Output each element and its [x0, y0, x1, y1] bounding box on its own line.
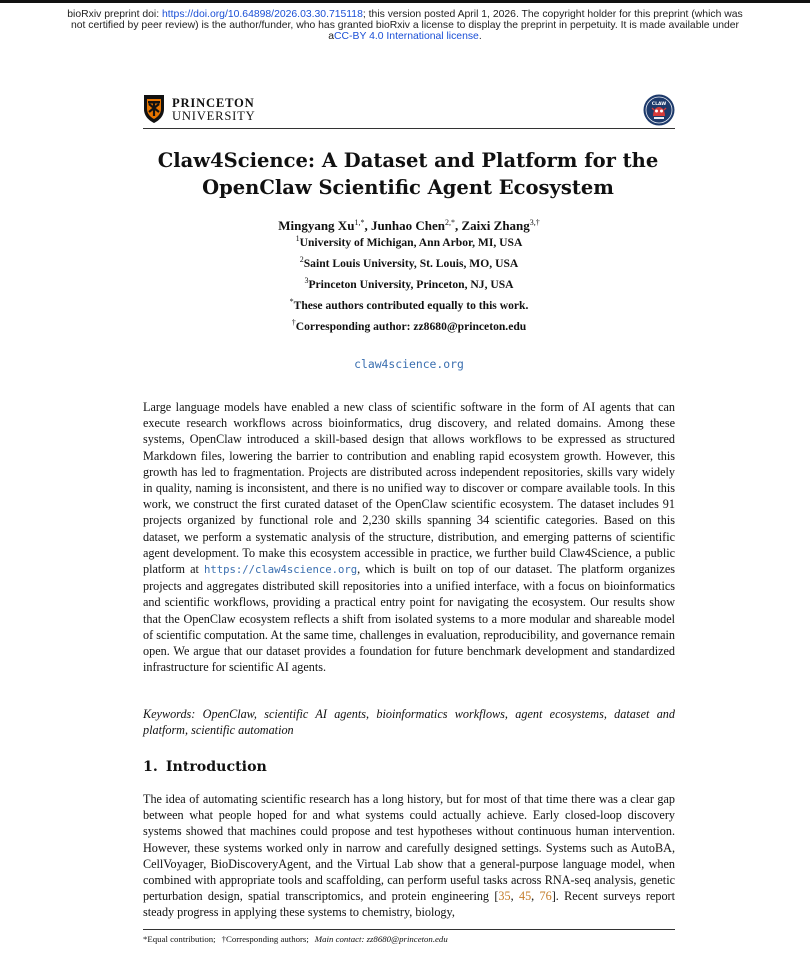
author-name: Junhao Chen [370, 218, 445, 233]
paper-header [143, 93, 675, 129]
footnote [143, 934, 675, 944]
top-border [0, 0, 810, 3]
cite-separator: , [531, 889, 540, 904]
university-wordmark [172, 97, 256, 122]
doi-link[interactable]: https://doi.org/10.64898/2026.03.30.715118 [162, 9, 363, 20]
affiliation-sup: * [289, 297, 294, 306]
university-name-line2: UNIVERSITY [172, 108, 256, 123]
footnote-divider [143, 929, 675, 930]
princeton-shield-icon [143, 94, 165, 124]
equal-contribution-note [143, 299, 675, 312]
footnote-contact: Main contact: zz8680@princeton.edu [314, 934, 448, 944]
paper-title [120, 147, 696, 201]
affiliation-sup: 2 [299, 255, 304, 264]
cite-bracket: ] [551, 889, 556, 904]
author-sup: 3,† [529, 218, 540, 227]
cite-bracket: [ [494, 889, 499, 904]
section-heading [143, 759, 267, 775]
affiliation-sup: † [291, 318, 296, 327]
citation-link[interactable]: 76 [539, 889, 552, 904]
section-number: 1. [143, 759, 158, 775]
banner-middle: ; this version posted April 1, 2026. The copyright holder for this preprint (which was not certified by peer review) is the author/funder, who has granted bioRxiv a license to display the preprint in perpetuity. It is made available under a [70, 9, 743, 43]
seal-text: CLAW [651, 102, 667, 107]
cite-separator: , [510, 889, 519, 904]
university-name-line1: PRINCETON [172, 96, 255, 110]
banner-prefix: bioRxiv preprint doi: [67, 9, 162, 20]
keywords: Keywords: OpenClaw, scientific AI agents, bioinformatics workflows, agent ecosystems, dataset and platform, scientific automation [143, 707, 675, 737]
affiliation [143, 257, 675, 270]
abstract [143, 399, 675, 675]
author-name: Mingyang Xu [278, 218, 355, 233]
affiliation-text: These authors contributed equally to this work. [293, 299, 529, 312]
affiliation-sup: 1 [295, 234, 300, 243]
author-sup: 1,* [354, 218, 365, 227]
title-line1: Claw4Science: A Dataset and Platform for the [157, 149, 659, 172]
affiliation-text: Corresponding author: zz8680@princeton.edu [295, 320, 527, 333]
citation-link[interactable]: 35 [498, 889, 511, 904]
author-separator: , [455, 218, 462, 233]
author-list [143, 218, 675, 234]
affiliation-text: Princeton University, Princeton, NJ, USA [308, 278, 514, 291]
intro-text-after: . Recent surveys report steady progress in applying these systems to chemistry, biology, [143, 889, 675, 920]
affiliation [143, 236, 675, 249]
preprint-banner [60, 9, 750, 43]
intro-text: The idea of automating scientific research has a long history, but for most of that time there was a clear gap between what people hoped for and what systems could actually achieve. Early closed-loop discovery systems showed that machines could propose and test hypotheses without continuous human intervention. However, these systems worked only in narrow and carefully designed settings. Systems such as AutoBA, CellVoyager, BioDiscoveryAgent, and the Virtual Lab show that a general-purpose language model, when combined with appropriate tools and scaffolding, can perform useful tasks across RNA-seq analysis, genetic perturbation design, spatial transcriptomics, and protein engineering [143, 792, 675, 904]
license-link[interactable]: CC-BY 4.0 International license [334, 31, 479, 43]
banner-suffix: . [478, 31, 482, 43]
author-name: Zaixi Zhang [461, 218, 530, 233]
website-link[interactable]: claw4science.org [354, 357, 464, 371]
affiliation [143, 278, 675, 291]
author-sup: 2,* [445, 218, 455, 227]
abstract-url-link[interactable]: https://claw4science.org [204, 564, 358, 577]
header-divider [143, 128, 675, 129]
affiliation-sup: 3 [304, 276, 309, 285]
affiliation-text: University of Michigan, Ann Arbor, MI, USA [299, 236, 523, 249]
claw-seal-icon [643, 94, 675, 126]
footnote-corresponding: †Corresponding authors; [221, 934, 309, 944]
introduction-paragraph [143, 791, 675, 921]
affiliation-text: Saint Louis University, St. Louis, MO, USA [303, 257, 519, 270]
author-separator: , [364, 218, 371, 233]
footnote-equal: *Equal contribution; [143, 934, 216, 944]
section-title: Introduction [165, 759, 267, 775]
corresponding-author-note [143, 320, 675, 333]
abstract-text-part2: , which is built on top of our dataset. The platform organizes projects and aggregates distributed skill repositories into a unified interface, with a focus on bioinformatics and scientific workflows, providing a practical entry point for navigating the ecosystem. Our results show that the OpenClaw ecosystem reflects a shift from isolated systems to a more modular and shareable model of scientific computation. At the same time, challenges in evaluation, reproducibility, and governance remain open. We argue that our dataset provides a foundation for future benchmark development and standardized infrastructure for scientific AI agents. [143, 562, 675, 675]
citation-link[interactable]: 45 [518, 889, 532, 904]
abstract-text-part1: Large language models have enabled a new class of scientific software in the form of AI agents that can execute research workflows across bioinformatics, drug discovery, and related domains. Among these systems, OpenClaw introduced a skill-based design that allows workflows to be expressed as structured Markdown files, lowering the barrier to contribution and enabling rapid ecosystem growth. However, this growth has led to fragmentation. Projects are distributed across independent repositories, skills vary widely in quality, naming is inconsistent, and there is no unified way to discover or compare available tools. In this work, we construct the first curated dataset of the OpenClaw scientific ecosystem. The dataset includes 91 projects organized by functional role and 2,230 skills spanning 34 scientific categories. Based on this dataset, we perform a systematic analysis of the structure, distribution, and emerging patterns of scientific agent development. To make this ecosystem accessible in practice, we further build Claw4Science, a public platform at [143, 400, 675, 577]
title-line2: OpenClaw Scientific Agent Ecosystem [202, 176, 614, 199]
